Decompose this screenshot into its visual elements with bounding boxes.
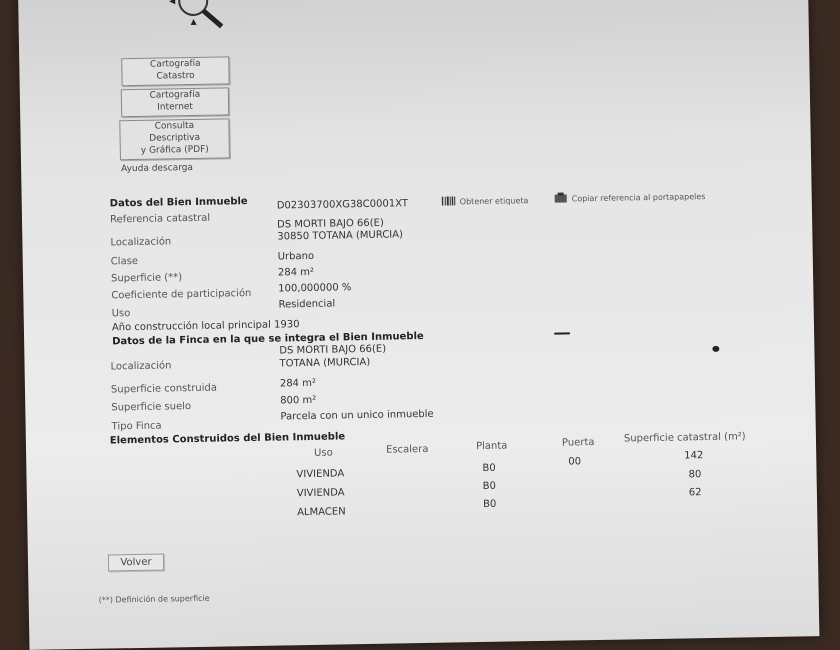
- finca-loc-value-1: DS MORTI BAJO 66(E): [279, 343, 387, 357]
- tipo-finca-label: Tipo Finca: [111, 420, 162, 433]
- btn-line: Descriptiva: [149, 132, 201, 144]
- row-superficie: 62: [688, 487, 702, 499]
- tipo-finca-value: Parcela con un unico inmueble: [280, 408, 434, 423]
- row-uso: ALMACEN: [297, 506, 346, 519]
- loc-value-2: 30850 TOTANA (MURCIA): [277, 229, 404, 243]
- barcode-icon: [442, 196, 456, 207]
- coeficiente-value: 100,000000 %: [278, 282, 352, 295]
- sup-construida-value: 284 m²: [279, 377, 317, 390]
- elementos-title: Elementos Construidos del Bien Inmueble: [109, 431, 346, 447]
- col-header-puerta: Puerta: [561, 437, 595, 449]
- btn-line: Cartografía: [149, 89, 201, 101]
- btn-line: Cartografía: [149, 58, 201, 70]
- col-header-escalera: Escalera: [385, 443, 429, 456]
- btn-line: Catastro: [156, 70, 195, 82]
- clase-label: Clase: [110, 255, 139, 268]
- row-superficie: 142: [684, 450, 704, 462]
- clipboard-icon: [554, 192, 568, 205]
- col-header-planta: Planta: [475, 440, 508, 453]
- obtener-etiqueta-button[interactable]: [442, 195, 529, 208]
- cartografia-catastro-button[interactable]: [121, 56, 229, 86]
- btn-line: Consulta: [154, 120, 195, 132]
- row-uso: VIVIENDA: [296, 468, 345, 481]
- ayuda-descarga-link[interactable]: Ayuda descarga: [121, 162, 194, 175]
- cartografia-internet-button[interactable]: [121, 87, 229, 117]
- uso-value: Residencial: [278, 298, 336, 311]
- printed-page: [18, 0, 819, 650]
- inmueble-title: Datos del Bien Inmueble: [109, 196, 248, 210]
- copiar-referencia-button[interactable]: [554, 190, 706, 206]
- paper-speck: [554, 332, 570, 334]
- ref-label: Referencia catastral: [109, 212, 211, 226]
- finca-title: Datos de la Finca en la que se integra el Bien Inmueble: [112, 330, 424, 348]
- col-header-superficie: Superficie catastral (m²): [623, 431, 746, 445]
- copiar-referencia-label: Copiar referencia al portapapeles: [571, 192, 706, 204]
- superficie-label: Superficie (**): [110, 272, 183, 285]
- volver-button[interactable]: Volver: [108, 554, 164, 572]
- sup-suelo-value: 800 m²: [280, 394, 317, 407]
- col-header-uso: Uso: [314, 447, 333, 459]
- row-planta: B0: [482, 480, 497, 492]
- anio-construccion: Año construcción local principal 1930: [111, 319, 300, 334]
- btn-line: y Gráfica (PDF): [140, 144, 209, 156]
- finca-loc-label: Localización: [110, 360, 172, 373]
- uso-label: Uso: [111, 308, 131, 320]
- row-uso: VIVIENDA: [296, 487, 345, 500]
- finca-loc-value-2: TOTANA (MURCIA): [279, 356, 371, 370]
- sup-suelo-label: Superficie suelo: [111, 401, 192, 414]
- row-superficie: 80: [688, 469, 702, 481]
- catastro-logo-icon: [143, 0, 244, 40]
- superficie-value: 284 m²: [277, 266, 315, 279]
- obtener-etiqueta-label: Obtener etiqueta: [459, 196, 529, 207]
- loc-value-1: DS MORTI BAJO 66(E): [277, 217, 384, 231]
- paper-speck: [712, 346, 719, 352]
- row-planta: B0: [482, 462, 496, 474]
- ref-value: D02303700XG38C0001XT: [276, 198, 409, 212]
- sup-construida-label: Superficie construida: [110, 382, 218, 396]
- clase-value: Urbano: [277, 250, 315, 263]
- loc-label: Localización: [110, 236, 172, 249]
- footnote-superficie-link[interactable]: (**) Definición de superficie: [98, 593, 210, 605]
- consulta-descriptiva-button[interactable]: [119, 118, 230, 160]
- row-puerta: 00: [568, 456, 582, 468]
- row-planta: B0: [482, 498, 497, 510]
- coeficiente-label: Coeficiente de participación: [111, 287, 252, 302]
- btn-line: Internet: [157, 101, 194, 113]
